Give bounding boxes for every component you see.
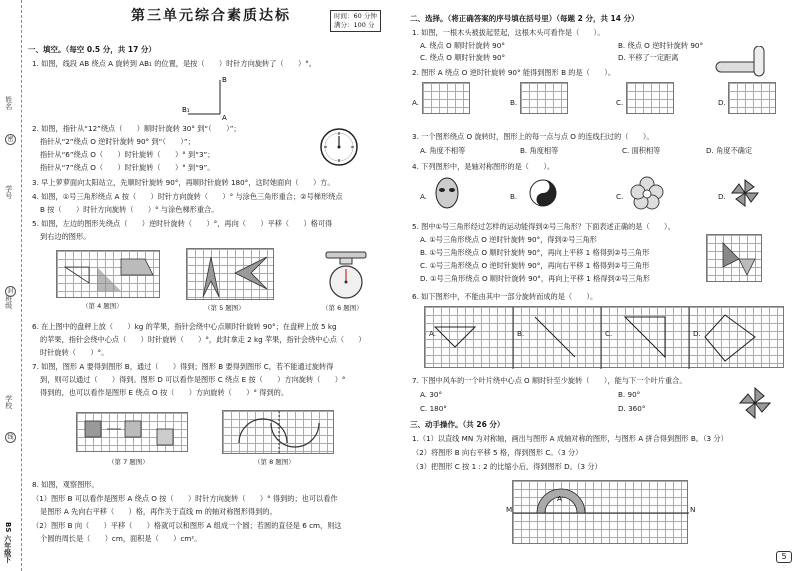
scale-icon [318,250,374,302]
choice-6-option-c: C. [605,329,613,338]
choice-1-option-c: C. 绕点 O 顺时针旋转 90° [420,53,506,62]
question-4-line-1: 4. 如图，①号三角形绕点 A 按（ ）时针方向旋转（ ）° 与涂色三角形重合；②号梯形绕点 [32,192,343,201]
choice-2-option-d: D. [718,98,726,107]
caption-fig-5: （第 5 题图） [204,304,245,312]
class-label: 班级 [4,295,13,309]
choice-7-option-c: C. 180° [420,404,447,413]
choice-2-figure-a [422,82,470,114]
question-8-part2-line1: （2）图形 B 向（ ）平移（ ）格就可以和图形 A 组成一个圆；若圆的直径是 6 cm，则这 [32,521,342,530]
section-choice-title: 二、选择。（将正确答案的序号填在括号里）（每题 2 分，共 14 分） [410,14,639,23]
question-7-line-1: 7. 如图，图形 A 要得到图形 B，通过（ ）得到；图形 B 要得到图形 C，若不能通过旋转得 [32,362,334,371]
question-5-line-1: 5. 如图，左边的图形先绕点（ ）逆时针旋转（ ）°，再向（ ）平移（ ）格可得 [32,219,333,228]
choice-3-option-d: D. 角度不确定 [706,146,753,155]
choice-4-option-a: A. [420,192,428,201]
q7-grid-figure [76,412,188,452]
q8-grid-figure [222,410,334,454]
choice-2-figure-b [520,82,568,114]
seal-mark-2: 封 [5,286,16,297]
choice-5-option-c: C. ①号三角形绕点 O 逆时针旋转 90°，再向右平移 1 格得到②号三角形 [420,261,650,270]
section-hands-on-title: 三、动手操作。（共 26 分） [410,420,505,429]
question-5-line-2: 到右边的图形。 [40,232,91,241]
choice-2-option-b: B. [510,98,518,107]
windmill-icon [738,386,772,420]
choice-3-option-c: C. 面积相等 [622,146,661,155]
choice-7-option-a: A. 30° [420,390,443,399]
time-score-box [330,10,381,32]
choice-4-question: 4. 下列图形中，是轴对称图形的是（ ）。 [412,162,555,171]
section-fill-blank-title: 一、填空。（每空 0.5 分，共 17 分） [28,45,156,54]
choice-4-option-b: B. [510,192,518,201]
q1-figure [182,72,242,122]
question-2-line-2: 指针从“2”绕点 O 逆时针旋转 90° 到“（ ）”； [40,137,195,146]
question-8-part1-line1: （1）图形 B 可以看作是图形 A 绕点 O 按（ ）时针方向旋转（ ）° 得到的；也可以看作 [32,494,338,503]
question-6-line-2: 的苹果，指针会绕中心点（ ）时针旋转（ ）°，此时拿走 2 kg 苹果，指针会绕中心点（ ） [40,335,366,344]
choice-2-figure-c [626,82,674,114]
question-7-line-3: 得到的，也可以看作是图形 E 绕点 O 按（ ）方向旋转（ ）° 得到的。 [40,388,289,397]
page-number: 5 [776,551,792,563]
choice-1-option-a: A. 绕点 O 顺时针旋转 90° [420,41,505,50]
point-m-label: M [506,505,513,514]
choice-1-option-b: B. 绕点 O 逆时针旋转 90° [618,41,704,50]
choice-3-option-b: B. 角度相等 [520,146,559,155]
choice-6-option-b: B. [517,329,525,338]
binding-margin [0,0,22,571]
question-1: 1. 如图，线段 AB 绕点 A 旋转到 AB₁ 的位置，是按（ ）时针方向旋转了（ ）°。 [32,59,316,68]
question-2-line-3: 指针从“6”绕点 O（ ）时针旋转（ ）° 到“3”； [40,150,215,159]
hands-on-grid [512,480,688,544]
choice-5-option-d: D. ①号三角形绕点 O 顺时针旋转 90°，再向上平移 1 格得到②号三角形 [420,274,650,283]
q4-grid-figure [56,250,160,298]
opera-mask-icon [434,176,460,210]
hands-on-1-part1: 1.（1）以直线 MN 为对称轴，画出与图形 A 成轴对称的图形，与图形 A 拼合得到图形 B。（3 分） [412,434,728,443]
point-b-label: B [222,76,227,84]
hands-on-1-part3: （3）把图形 C 按 1 : 2 的比缩小后，得到图形 D。（3 分） [412,462,602,471]
choice-6-figure [424,306,784,368]
choice-5-question: 5. 图中①号三角形经过怎样的运动能得到②号三角形？下面表述正确的是（ ）。 [412,222,675,231]
choice-4-option-c: C. [616,192,624,201]
caption-fig-8: （第 8 题图） [254,458,295,466]
time-limit: 时间：60 分钟 [334,12,377,20]
question-2-line-4: 指针从“7”绕点 O（ ）时针旋转（ ）° 到“9”。 [40,163,215,172]
choice-2-question: 2. 图形 A 绕点 O 逆时针旋转 90° 能得到图形 B 的是（ ）。 [412,68,616,77]
page-title: 第三单元综合素质达标 [131,8,291,24]
flower-icon [630,176,664,210]
choice-7-option-b: B. 90° [618,390,641,399]
grade-brand: BS 六年级下 [3,522,12,563]
hands-on-1-part2: （2）将图形 B 向右平移 5 格，得到图形 C。（3 分） [412,448,583,457]
point-b1-label: B₁ [182,106,190,114]
id-label: 学号 [4,185,13,199]
choice-5-figure [706,234,762,282]
caption-fig-7: （第 7 题图） [108,458,149,466]
caption-fig-4: （第 4 题图） [82,302,123,310]
choice-5-option-a: A. ①号三角形绕点 O 逆时针旋转 90°，得到②号三角形 [420,235,597,244]
log-icon [714,46,774,82]
clock-icon [318,126,360,168]
question-8-part2-line2: 个圆的周长是（ ）cm，面积是（ ）cm²。 [40,534,202,543]
choice-7-option-d: D. 360° [618,404,646,413]
choice-1-option-d: D. 平移了一定距离 [618,53,679,62]
question-2-line-1: 2. 如图，指针从“12”绕点（ ）顺时针旋转 30° 到“（ ）”； [32,124,241,133]
school-label: 学校 [4,395,13,409]
question-8-part1-line2: 是图形 A 先向右平移（ ）格，再作关于直线 m 的轴对称图形得到的。 [40,507,277,516]
choice-6-option-a: A. [429,329,437,338]
question-6-line-1: 6. 在上图中的盘秤上放（ ）kg 的苹果，指针会绕中心点顺时针旋转 90°；在盘秤上放 5 kg [32,322,337,331]
seal-mark-3: 线 [5,432,16,443]
caption-fig-6: （第 6 题图） [322,304,363,312]
choice-2-option-a: A. [412,98,420,107]
question-3: 3. 早上萝萝面向太阳站立，先顺时针旋转 90°，再顺时针旋转 180°，这时她面向（ ）方。 [32,178,335,187]
choice-2-option-c: C. [616,98,624,107]
question-4-line-2: B 按（ ）时针方向旋转（ ）° 与涂色梯形重合。 [40,205,219,214]
yin-yang-icon [528,178,558,208]
pinwheel-icon [730,178,760,208]
choice-6-option-d: D. [693,329,701,338]
seal-mark-1: 密 [5,134,16,145]
choice-6-question: 6. 如下图形中，不能由其中一部分旋转而成的是（ ）。 [412,292,598,301]
choice-3-question: 3. 一个图形绕点 O 旋转时，图形上的每一点与点 O 的连线扫过的（ ）。 [412,132,654,141]
choice-4-option-d: D. [718,192,726,201]
choice-1-question: 1. 如图，一根木头被拔起竖起，这根木头可看作是（ ）。 [412,28,605,37]
name-label: 姓名 [4,96,13,110]
point-a-label: A [222,114,227,122]
question-7-line-2: 到，则可以通过（ ）得到。图形 D 可以看作是图形 C 绕点 E 按（ ）方向旋转（ ）° [40,375,346,384]
choice-3-option-a: A. 角度不相等 [420,146,466,155]
choice-5-option-b: B. ①号三角形绕点 O 顺时针旋转 90°，再向上平移 1 格得到②号三角形 [420,248,650,257]
shape-a-label: A [557,495,562,503]
full-score: 满分：100 分 [334,21,375,29]
q5-grid-figure [186,248,274,300]
question-6-line-3: 时针旋转（ ）°。 [40,348,109,357]
choice-7-question: 7. 下图中风车的一个叶片绕中心点 O 顺时针至少旋转（ ），能与下一个叶片重合。 [412,376,687,385]
choice-2-figure-d [728,82,776,114]
point-n-label: N [690,505,696,514]
question-8-intro: 8. 如图，观察图形。 [32,480,99,489]
